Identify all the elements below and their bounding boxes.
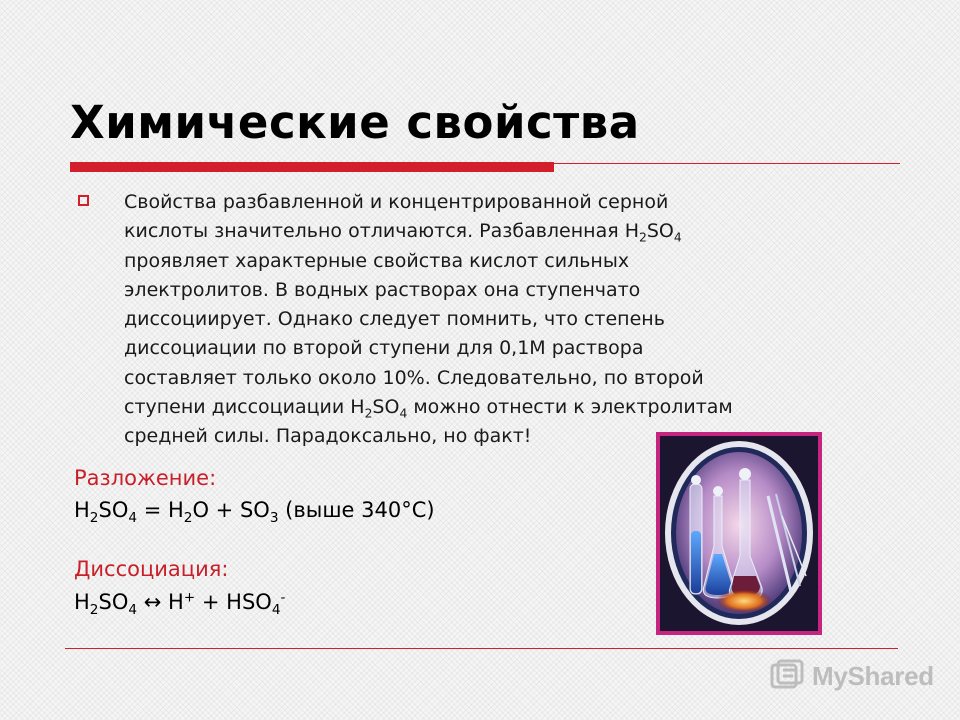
title-thick-rule [70, 162, 554, 172]
myshared-logo-icon [768, 657, 806, 695]
dissociation-equation: $H_2SO_4$ ↔ $H^+ + HSO_4^-$ [74, 589, 286, 618]
paragraph-line: кислоты значительно отличаются. Разбавленная $H_2SO_4$ [124, 220, 682, 245]
watermark [768, 656, 934, 696]
paragraph-line: Свойства разбавленной и концентрированной серной [124, 191, 669, 213]
slide-title: Химические свойства [70, 96, 640, 149]
paragraph-line: ступени диссоциации $H_2SO_4$ можно отнести к электролитам [124, 396, 733, 421]
footer-rule [65, 648, 898, 649]
paragraph-line: проявляет характерные свойства кислот сильных [124, 249, 630, 272]
decomposition-heading: Разложение: [74, 466, 217, 490]
lab-glassware-photo [656, 432, 822, 635]
paragraph-line: электролитов. В водных растворах она ступенчато [124, 278, 641, 301]
paragraph-line: составляет только около 10%. Следовательно, по второй [124, 366, 704, 389]
decomposition-equation: $H_2SO_4 = H_2O + SO_3$ (выше 340°С) [74, 498, 435, 526]
paragraph-line: диссоциации по второй ступени для 0,1М раствора [124, 337, 644, 360]
hollow-square-bullet-icon [78, 195, 89, 206]
paragraph-line: диссоциирует. Однако следует помнить, что степень [124, 308, 665, 331]
body-paragraph [124, 188, 884, 452]
dissociation-heading: Диссоциация: [74, 557, 229, 581]
paragraph-line: средней силы. Парадоксально, но факт! [124, 425, 532, 448]
laboratory-glassware-photo-icon [660, 436, 818, 631]
watermark-text: MyShared [812, 660, 934, 691]
